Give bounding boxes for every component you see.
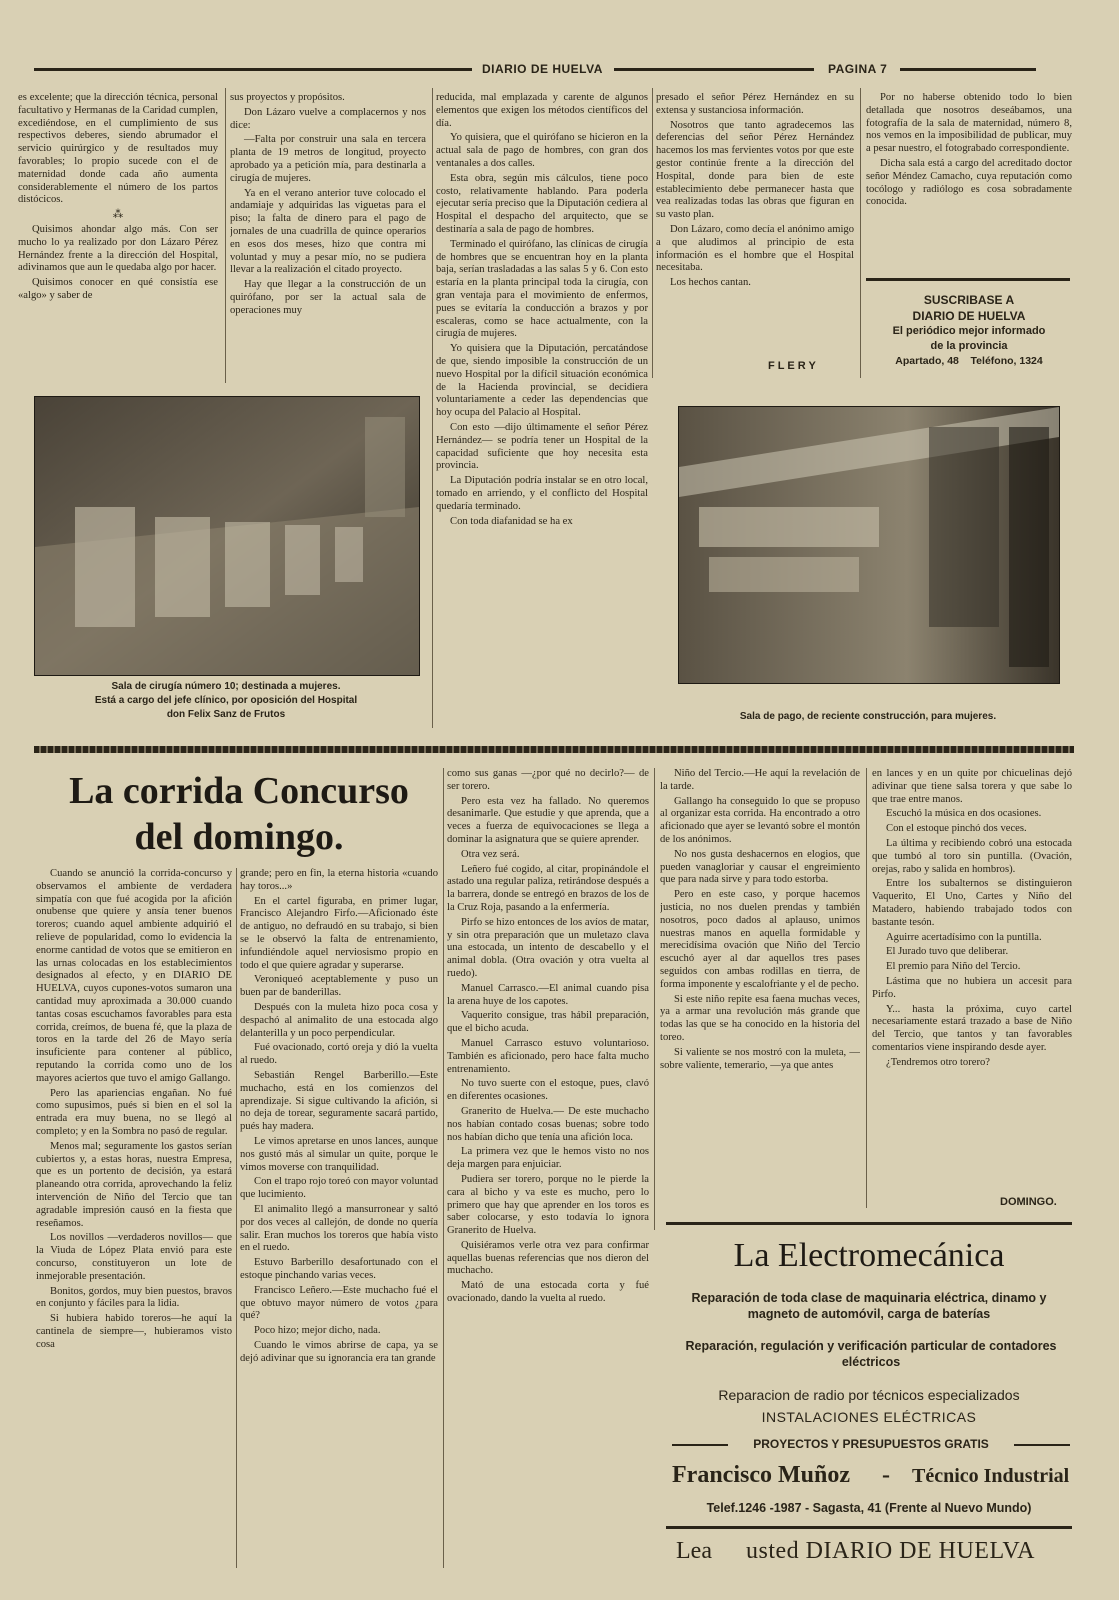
paragraph: Pirfo se hizo entonces de los avíos de matar, y sin otra preparación que un muletazo clava una estocada, un intento de descabello y el animal dobla. (Otra ovación y otra vuelta al ruedo). bbox=[447, 916, 649, 979]
paragraph: Bonitos, gordos, muy bien puestos, bravos en conjunto y fáciles para la lidia. bbox=[36, 1285, 232, 1310]
ad-line-4: INSTALACIONES ELÉCTRICAS bbox=[761, 1409, 977, 1425]
caption-line: Sala de cirugía número 10; destinada a mujeres. bbox=[111, 681, 341, 692]
paragraph: Esta obra, según mis cálculos, tiene poco costo, relativamente hablando. Para poderla ejecutar sería preciso que la Diputación cediera al Hospital el despacho del arquitecto, que se destinaría a sala de pago de hombres. bbox=[436, 172, 648, 235]
ad-contact: Telef.1246 -1987 - Sagasta, 41 (Frente al Nuevo Mundo) bbox=[706, 1501, 1032, 1515]
paragraph: es excelente; que la dirección técnica, personal facultativo y Hermanas de la Caridad cumplen, excediéndose, en el cumplimiento de sus respectivos deberes, siendo abrumador el servicio quirúrgico y de resultados muy favorables; lo propio sucede con el de maternidad donde cada año aumenta considerablemente el número de los partos distócicos. bbox=[18, 92, 218, 206]
corrida-headline bbox=[34, 768, 444, 860]
ad-line-5: PROYECTOS Y PRESUPUESTOS GRATIS bbox=[753, 1437, 989, 1451]
paragraph: en lances y en un quite por chicuelinas dejó adivinar que tiene salsa torera y que sabe lo que trae entre manos. bbox=[872, 768, 1072, 805]
ad-dash: - bbox=[882, 1462, 890, 1488]
payment-ward-photo-image bbox=[679, 407, 1059, 683]
paragraph: —Falta por construir una sala en tercera planta de 19 metros de longitud, proyecto aprobado ya a petición mía, para destinarla a cirugía de mujeres. bbox=[230, 134, 426, 184]
paragraph: Lástima que no hubiera un accesit para Pirfo. bbox=[872, 975, 1072, 1000]
paragraph: Quisimos conocer en qué consistía ese «algo» y saber de bbox=[18, 277, 218, 301]
corrida-col-5 bbox=[872, 768, 1072, 1188]
paragraph: reducida, mal emplazada y carente de algunos elementos que exigen los métodos científicos del día. bbox=[436, 92, 648, 129]
paragraph: El premio para Niño del Tercio. bbox=[886, 961, 1021, 973]
payment-ward-photo bbox=[678, 406, 1060, 684]
headline-line-2: del domingo. bbox=[134, 816, 344, 858]
paragraph: Con toda diafanidad se ha ex bbox=[450, 515, 573, 527]
paragraph: Francisco Leñero.—Este muchacho fué el que obtuvo mayor número de votos ¿para qué? bbox=[240, 1284, 438, 1322]
paragraph: Mató de una estocada corta y fué ovacionado, dando la vuelta al ruedo. bbox=[447, 1280, 649, 1305]
column-divider bbox=[443, 768, 444, 1568]
hospital-col-4 bbox=[656, 92, 854, 372]
subscribe-line-3: El periódico mejor informado bbox=[892, 325, 1046, 337]
paragraph: Otra vez será. bbox=[461, 848, 520, 860]
hospital-col-1 bbox=[18, 92, 218, 382]
subscribe-top-rule bbox=[866, 278, 1070, 281]
footer-text: usted DIARIO DE HUELVA bbox=[746, 1538, 1035, 1564]
ornament: ⁂ bbox=[112, 209, 124, 221]
subscribe-line-4: de la provincia bbox=[930, 340, 1008, 352]
ad-title2: Técnico Industrial bbox=[912, 1465, 1070, 1487]
paragraph: Ya en el verano anterior tuve colocado el andamiaje y adquiridas las viguetas para el piso; la falta de dinero para el pago de jornales de una cuadrilla de quince operarios en esos dos meses, hizo que contra mi voluntad y muy a pesar mío, no se pudiera llevar a la realización el citado proyecto. bbox=[230, 187, 426, 276]
signature-flery: F L E R Y bbox=[768, 360, 816, 372]
paragraph: Si valiente se nos mostró con la muleta, —sobre valiente, temerario, —ya que antes bbox=[660, 1046, 860, 1071]
paragraph: Y... hasta la próxima, cuyo cartel necesariamente estará trazado a base de Niño del Tercio, que tantos y tan favorables comentarios viene inspirando desde ayer. bbox=[872, 1003, 1072, 1053]
hospital-col-5 bbox=[866, 92, 1072, 272]
paragraph: Dicha sala está a cargo del acreditado doctor señor Méndez Camacho, cuya reputación como tocólogo y radiólogo es cosa sobradamente conocida. bbox=[866, 157, 1072, 208]
paragraph: La última y recibiendo cobró una estocada que tumbó al toro sin puntilla. (Ovación, orejas, rabo y salida en hombros). bbox=[872, 837, 1072, 875]
corrida-col-3 bbox=[447, 768, 649, 1568]
paragraph: La Diputación podría instalar se en otro local, tomado en arriendo, y el conflicto del Hospital quedaría terminado. bbox=[436, 475, 648, 512]
paragraph: Por no haberse obtenido todo lo bien detallada que nosotros deseábamos, una fotografía de la sala de maternidad, número 8, nos vemos en la imposibilidad de publicar, muy a pesar nuestro, el fotograbado correspondiente. bbox=[866, 92, 1072, 155]
ad-bottom-rule bbox=[666, 1526, 1072, 1529]
paragraph: presado el señor Pérez Hernández en su extensa y sustanciosa información. bbox=[656, 92, 854, 116]
paragraph: Con esto —dijo últimamente el señor Pérez Hernández— se podría tener un Hospital de la capacidad suficiente que hoy necesita esta provincia. bbox=[436, 421, 648, 472]
ad-title: La Electromecánica bbox=[733, 1237, 1005, 1274]
paragraph: No tuvo suerte con el estoque, pues, clavó en diferentes ocasiones. bbox=[447, 1078, 649, 1103]
column-divider bbox=[866, 768, 867, 1208]
column-divider bbox=[432, 88, 433, 728]
subscribe-line-5: Apartado, 48 Teléfono, 1324 bbox=[895, 355, 1043, 367]
hospital-col-3 bbox=[436, 92, 648, 722]
paragraph: Después con la muleta hizo poca cosa y despachó al animalito de una estocada algo delanterilla y un poco perpendicular. bbox=[240, 1001, 438, 1039]
paragraph: Con el estoque pinchó dos veces. bbox=[886, 823, 1027, 835]
paragraph: Los hechos cantan. bbox=[670, 277, 751, 289]
paragraph: Niño del Tercio.—He aquí la revelación de la tarde. bbox=[660, 768, 860, 792]
paragraph: Los novillos —verdaderos novillos— que la Viuda de López Plata envió para este concurso, constituyeron un lote de inmejorable presentación. bbox=[36, 1232, 232, 1282]
subscribe-line-1: SUSCRIBASE A bbox=[923, 293, 1015, 307]
paragraph: Yo quisiera, que el quirófano se hicieron en la actual sala de pago de hombres, con gran dos ventanales a dos calles. bbox=[436, 132, 648, 169]
corrida-col-4 bbox=[660, 768, 860, 1218]
paragraph: Pero en este caso, y porque hacemos justicia, no nos duelen prendas y también nosotros, poco dados al aplauso, unimos nuestras manos en aquella formidable y merecidísima ovación que Niño del Tercio escuchó ayer al dar aquellos tres pases seguidos con ambas rodillas en tierra, de forma imponente y escalofriante y el de pecho. bbox=[660, 889, 860, 990]
paragraph: Quisimos ahondar algo más. Con ser mucho lo ya realizado por don Lázaro Pérez Hernández frente a la dirección del Hospital, adivinamos que aun le quedaba algo por hacer. bbox=[18, 223, 218, 274]
hospital-col-2 bbox=[230, 92, 426, 382]
paragraph: Pero esta vez ha fallado. No queremos desanimarle. Que estudie y que aprenda, que a veces a fuerza de equivocaciones se llega a dominar la asignatura que se quiere aprender. bbox=[447, 795, 649, 845]
paragraph: como sus ganas —¿por qué no decirlo?— de ser torero. bbox=[447, 768, 649, 792]
corrida-col-1 bbox=[36, 868, 232, 1568]
paragraph: El Jurado tuvo que deliberar. bbox=[886, 946, 1009, 958]
headline-line-1: La corrida Concurso bbox=[69, 770, 409, 812]
paragraph: Nosotros que tanto agradecemos las deferencias del señor Pérez Hernández hacemos los mas fervientes votos por que este gestor continúe frente a la dirección del Hospital, donde para bien de este establecimiento debe permanecer hasta que vea realizadas todas las obras que figuran en su vasto plan. bbox=[656, 119, 854, 221]
paragraph: Cuando se anunció la corrida-concurso y observamos el ambiente de verdadera simpatía con que fué acogida por la afición onubense que quiere y ansía tener buenos toreros; cuando aquel ambiente adquirió el relieve de popularidad, como lo evidencia la enorme cantidad de votos que se emitieron en las urnas colocadas en los establecimientos designados al efecto, y en DIARIO DE HUELVA, cuyos cupones-votos sumaron una cantidad muy aproximada a 30.000 cuando tantas cosas escuchamos favorables para esta corrida, creímos, de buena fé, que la plaza de toros en la tarde del 26 de Mayo sería insuficiente para contener al público, reputando la corrida como uno de los mayores aciertos que tuvo el amigo Gallango. bbox=[36, 868, 232, 1084]
ad-top-rule bbox=[666, 1222, 1072, 1225]
section-separator bbox=[34, 746, 1074, 753]
paragraph: La primera vez que le hemos visto no nos deja margen para enjuiciar. bbox=[447, 1146, 649, 1171]
subscribe-box bbox=[862, 292, 1076, 369]
paragraph: Poco hizo; mejor dicho, nada. bbox=[254, 1325, 381, 1337]
ad-name: Francisco Muñoz bbox=[672, 1462, 850, 1488]
caption-line: Está a cargo del jefe clínico, por oposición del Hospital bbox=[94, 695, 358, 706]
ward-photo bbox=[34, 396, 420, 676]
column-divider bbox=[225, 88, 226, 383]
paragraph: Granerito de Huelva.— De este muchacho nos habían contado cosas buenas; sobre todo nos habían dicho que tenía una afición loca. bbox=[447, 1105, 649, 1143]
ad-line-3: Reparacion de radio por técnicos especializados bbox=[718, 1387, 1020, 1403]
paragraph: Terminado el quirófano, las clínicas de cirugía de hombres que se encuentran hoy en la planta baja, serían trasladadas a las salas 5 y 6. Con esto estaría en la planta principal toda la cirugía, con gran ventaja para el movimiento de enfermos, pues se evitaría la conducción a brazos y por escaleras, como se hace actualmente, con la cirugía de mujeres. bbox=[436, 238, 648, 340]
paragraph: Si este niño repite esa faena muchas veces, ya a armar una revolución más grande que todas las que se ha conocido en la historia del toreo. bbox=[660, 993, 860, 1043]
paragraph: Don Lázaro, como decía el anónimo amigo a que aludimos al principio de esta información es el hombre que el Hospital necesitaba. bbox=[656, 223, 854, 274]
paragraph: Hay que llegar a la construcción de un quirófano, por ser la actual sala de operaciones muy bbox=[230, 279, 426, 316]
paragraph: Pero las apariencias engañan. No fué como supusimos, pués si bien en el sol la entrada era muy buena, no se llegó al completo; y en la Sombra no pasó de regular. bbox=[36, 1087, 232, 1137]
ad-line-2: Reparación, regulación y verificación particular de contadores eléctricos bbox=[685, 1339, 1057, 1369]
paragraph: Menos mal; seguramente los gastos serían cubiertos y, a estas horas, nuestra Empresa, que es un portento de decisión, ya estará planeando otra corrida, aprovechando la feliz intervención de Niño del Tercio que tan agradable impresión causó en la fiesta que reseñamos. bbox=[36, 1140, 232, 1229]
paragraph: Pudiera ser torero, porque no le pierde la cara al bicho y va este es mucho, pero lo primero que hay que aprender en los toros es saber colocarse, y esto todavía lo ignora Granerito de Huelva. bbox=[447, 1173, 649, 1237]
paragraph: grande; pero en fin, la eterna historia «cuando hay toros...» bbox=[240, 868, 438, 892]
paragraph: Cuando le vimos abrirse de capa, ya se dejó adivinar que su ignorancia era tan grande bbox=[240, 1339, 438, 1364]
ad-line-1: Reparación de toda clase de maquinaria eléctrica, dinamo y magneto de automóvil, carga de baterías bbox=[691, 1291, 1047, 1321]
paragraph: Aguirre acertadísimo con la puntilla. bbox=[886, 931, 1042, 943]
column-divider bbox=[236, 868, 237, 1568]
paragraph: En el cartel figuraba, en primer lugar, Francisco Alejandro Firfo.—Aficionado éste de antiguo, no defraudó en su trabajo, si bien se le observó la falta de entrenamiento, infundiéndole aquel nerviosismo propio en todo el que quiere agradar y superarse. bbox=[240, 895, 438, 971]
signature-domingo: DOMINGO. bbox=[1000, 1196, 1057, 1208]
paragraph: Veroniqueó aceptablemente y puso un buen par de banderillas. bbox=[240, 974, 438, 999]
paragraph: El animalito llegó a mansurronear y saltó por dos veces al callejón, de donde no quería salir. Eran muchos los toreros que había visto en el ruedo. bbox=[240, 1203, 438, 1254]
paragraph: Don Lázaro vuelve a complacernos y nos dice: bbox=[230, 106, 426, 131]
caption-line: don Felix Sanz de Frutos bbox=[166, 709, 286, 720]
corrida-col-2 bbox=[240, 868, 438, 1568]
ward-photo-image bbox=[35, 397, 419, 675]
paper-name: DIARIO DE HUELVA bbox=[482, 62, 603, 76]
paragraph: ¿Tendremos otro torero? bbox=[886, 1056, 990, 1068]
paragraph: Vaquerito consigue, tras hábil preparación, que el bicho acuda. bbox=[447, 1010, 649, 1035]
ad-rule-right bbox=[1014, 1444, 1070, 1446]
paragraph: Fué ovacionado, cortó oreja y dió la vuelta al ruedo. bbox=[240, 1042, 438, 1067]
payment-ward-caption: Sala de pago, de reciente construcción, para mujeres. bbox=[739, 711, 997, 722]
paragraph: Gallango ha conseguido lo que se propuso al organizar esta corrida. Ha encontrado a otro aficionado que ayer se levantó sobre el montón de los anónimos. bbox=[660, 795, 860, 845]
header-rule-right bbox=[900, 68, 1036, 71]
ward-photo-caption bbox=[30, 680, 422, 722]
paragraph: Manuel Carrasco.—El animal cuando pisa la arena huye de los capotes. bbox=[447, 982, 649, 1007]
paragraph: Yo quisiera que la Diputación, percatándose de que, siendo imposible la construcción de un nuevo Hospital por la difícil situación económica de la Hacienda provincial, se decidiera voluntariamente a ceder las dependencias que hoy ocupa del Palacio al Hospital. bbox=[436, 343, 648, 419]
paragraph: Con el trapo rojo toreó con mayor voluntad que lucimiento. bbox=[240, 1176, 438, 1201]
paragraph: sus proyectos y propósitos. bbox=[230, 92, 345, 103]
paragraph: Quisiéramos verle otra vez para confirmar aquellas buenas referencias que nos dieron del muchacho. bbox=[447, 1239, 649, 1277]
paragraph: Le vimos apretarse en unos lances, aunque nos gustó más al simular un quite, porque le vimos moverse con tranquilidad. bbox=[240, 1135, 438, 1173]
header-rule-mid bbox=[614, 68, 814, 71]
page-number: PAGINA 7 bbox=[828, 62, 888, 76]
column-divider bbox=[860, 88, 861, 378]
header-rule-left bbox=[34, 68, 472, 71]
column-divider bbox=[654, 768, 655, 1230]
paragraph: Escuchó la música en dos ocasiones. bbox=[886, 808, 1042, 820]
paragraph: Manuel Carrasco estuvo voluntarioso. También es aficionado, pero hace falta mucho entrenamiento. bbox=[447, 1037, 649, 1075]
paragraph: Sebastián Rengel Barberillo.—Este muchacho, está en los comienzos del aprendizaje. Si sigue cultivando la afición, si no deja de torear, seguramente sacará partido, pués hay madera. bbox=[240, 1069, 438, 1133]
paragraph: Estuvo Barberillo desafortunado con el estoque pinchando varias veces. bbox=[240, 1257, 438, 1281]
paragraph: Entre los subalternos se distinguieron Vaquerito, El Uno, Cartes y Niño del Matadero, habiendo trabajado todos con bastante tesón. bbox=[872, 878, 1072, 928]
column-divider bbox=[652, 88, 653, 378]
subscribe-line-2: DIARIO DE HUELVA bbox=[912, 309, 1026, 323]
paragraph: No nos gusta deshacernos en elogios, que pueden vanagloriar y causar el engreimiento que para nada sirve y para todo estorba. bbox=[660, 848, 860, 886]
paragraph: Leñero fué cogido, al citar, propinándole el astado una regular paliza, retirándose después a la barrera, donde se entregó en brazos de los de la Cruz Roja, pasando a la enfermería. bbox=[447, 863, 649, 913]
ad-rule-left bbox=[672, 1444, 728, 1446]
footer-lea: Lea bbox=[676, 1538, 712, 1564]
paragraph: Si hubiera habido toreros—he aquí la cantinela de siempre—, hubieramos visto cosa bbox=[36, 1313, 232, 1350]
